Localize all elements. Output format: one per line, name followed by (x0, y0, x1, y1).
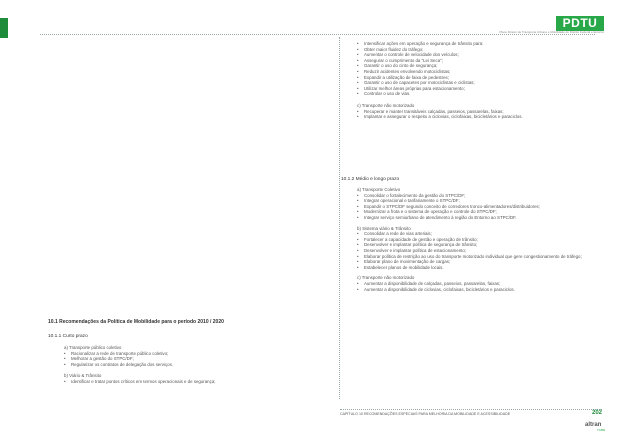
list-item: • Expandir a utilização de faixa de pedestres; (357, 74, 449, 80)
list-item: • Aumentar o controle de velocidade dos veículos; (357, 52, 459, 58)
list-item: • Intensificar ações em operação e segurança de trânsito para: (357, 41, 484, 46)
list-item: • Reduzir acidentes envolvendo motociclistas; (357, 68, 451, 74)
list-item: • Regularizar os contratos de delegação dos serviços. (64, 361, 174, 367)
list-item: • Integrar operacional e tarifariamente o STPC/DF; (357, 198, 460, 204)
nm-title: c) Transporte não motorizado (357, 102, 415, 108)
chapter-label: CAPÍTULO 10 RECOMENDAÇÕES ESPECIAIS PARA MELHORIA DA MOBILIDADE E ACESSIBILIDADE (340, 412, 511, 416)
short-term-content (64, 345, 334, 385)
list-item: • Garantir o uso de capacetes por motociclistas e ciclistas; (357, 80, 475, 86)
intro-list (357, 41, 603, 97)
left-b-title: b) Viário & Trânsito (64, 373, 102, 379)
subsection-title-1011: 10.1.1 Curto prazo (48, 334, 88, 339)
altran-logo: altran (585, 422, 602, 428)
left-column (48, 320, 333, 326)
b-title: b) Sistema viário & Trânsito (357, 225, 411, 231)
list-item: • Fortalecer a capacidade de gestão e operação de trânsito; (357, 236, 478, 242)
footer-rule (340, 409, 602, 410)
list-item: • Expandir o STPC/DF segundo conceito de corredores tronco-alimentadores/distribuidores; (357, 203, 540, 209)
list-item: • Melhorar a gestão do STPC/DF; (64, 356, 134, 362)
page-footer (340, 409, 602, 419)
list-item: • Obter maior fluidez do tráfego; (357, 46, 424, 52)
right-column (357, 41, 603, 120)
section-title-101: 10.1 Recomendações da Política de Mobilidade para o período 2010 / 2020 (48, 319, 224, 325)
list-item: • Desenvolver e implantar política de estacionamento; (357, 247, 467, 253)
midterm-content (357, 187, 603, 292)
list-item: • Garantir o uso do cinto de segurança; (357, 63, 438, 69)
list-item: • Desenvolver e implantar política de segurança de trânsito; (357, 242, 478, 248)
list-item: • Estabelecer planos de mobilidade locais. (357, 264, 444, 270)
list-item: • Elaborar política de restrição ao uso do transporte motorizado individual que gere congestionamento de tráfego; (357, 253, 582, 259)
list-item: • Consolidar o fortalecimento da gestão do STPC/DF; (357, 192, 466, 198)
midterm-section (341, 177, 603, 183)
list-item: • Implantar e assegurar o respeito a ciclovias, ciclofaixas, bicicletários e paraciclos. (357, 114, 523, 120)
short-term-section (48, 334, 333, 340)
list-item: • Consolidar a rede de vias arteriais; (357, 231, 432, 237)
pdtu-logo: PDTU (556, 16, 604, 31)
altran-logo-sub: TCBR (597, 428, 606, 432)
page-number: 202 (591, 410, 602, 416)
list-item: • Recuperar e manter transitáveis calçadas, passeios, passarelas, faixas; (357, 108, 504, 114)
header-rule (40, 34, 595, 35)
list-item: • Identificar e tratar pontos críticos em termos operacionais e de segurança; (64, 378, 216, 384)
list-item: • Aumentar a disponibilidade de ciclovias, ciclofaixas, bicicletários e paraciclos. (357, 286, 515, 292)
list-item: • Assegurar o cumprimento da “Lei Seca”; (357, 57, 443, 63)
a-title: a) Transporte Coletivo (357, 187, 401, 192)
list-item: • Integrar serviço semiurbano de atendimento à região do Entorno ao STPC/DF. (357, 214, 517, 220)
list-item: • Controlar o uso de vias. (357, 91, 411, 97)
left-a-title: a) Transporte público coletivo (64, 345, 122, 350)
list-item: • Elaborar plano de movimentação de cargas; (357, 259, 451, 265)
list-item: • Modernizar a frota e o sistema de operação e controle do STPC/DF; (357, 209, 497, 215)
column-divider (339, 37, 340, 399)
list-item: • Utilizar melhor áreas próprias para estacionamento; (357, 85, 465, 91)
section-title-1012: 10.1.2 Médio e longo prazo (341, 177, 400, 182)
c-title: c) Transporte não motorizado (357, 275, 415, 281)
list-item: • Racionalizar a rede de transporte público coletivo; (64, 350, 169, 356)
chapter-marker (0, 18, 8, 38)
header-tagline: Plano Diretor de Transporte Urbano e Mobilidade do Distrito Federal e Entorno (499, 30, 604, 34)
list-item: • Aumentar a disponibilidade de calçadas, passeios, passarelas, faixas; (357, 280, 501, 286)
